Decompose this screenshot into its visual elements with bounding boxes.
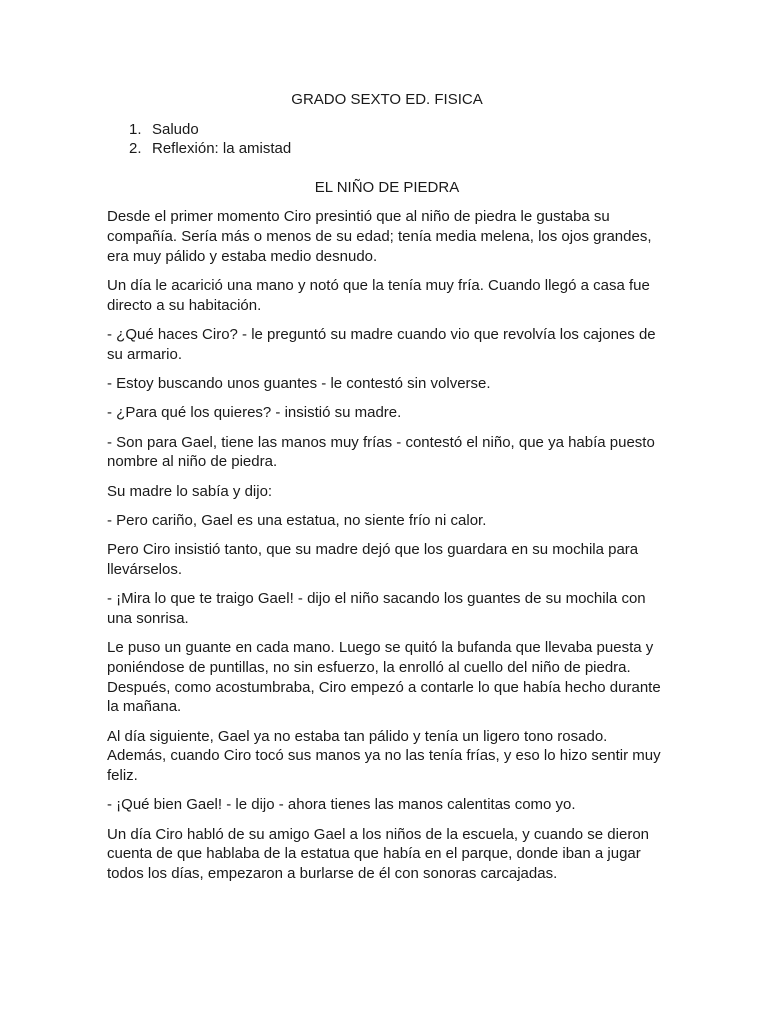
paragraph: Un día Ciro habló de su amigo Gael a los niños de la escuela, y cuando se dieron cuenta de que hablaba de la estatua que había en el parque, donde iban a jugar todos los días, empezaron a burlarse de él con sonoras carcajadas. <box>107 825 649 882</box>
paragraph: Un día le acarició una mano y notó que la tenía muy fría. Cuando llegó a casa fue directo a su habitación. <box>107 276 650 314</box>
story-title: EL NIÑO DE PIEDRA <box>314 178 460 196</box>
paragraph: - ¡Mira lo que te traigo Gael! - dijo el niño sacando los guantes de su mochila con una sonrisa. <box>107 590 646 628</box>
paragraph: Desde el primer momento Ciro presintió que al niño de piedra le gustaba su compañía. Sería más o menos de su edad; tenía media melena, los ojos grandes, era muy pálido y estaba medio desnudo. <box>107 208 652 265</box>
list-item <box>129 139 667 159</box>
paragraph: Al día siguiente, Gael ya no estaba tan pálido y tenía un ligero tono rosado. Además, cuando Ciro tocó sus manos ya no las tenía frías, y eso lo hizo sentir muy feliz. <box>107 727 661 784</box>
agenda-list <box>107 120 667 159</box>
paragraph: - Son para Gael, tiene las manos muy frías - contestó el niño, que ya había puesto nombre al niño de piedra. <box>107 433 655 471</box>
paragraph: - ¿Para qué los quieres? - insistió su madre. <box>107 404 402 422</box>
list-item <box>129 120 667 140</box>
paragraph: - ¿Qué haces Ciro? - le preguntó su madre cuando vio que revolvía los cajones de su armario. <box>107 325 656 363</box>
list-number: 1. <box>129 120 142 138</box>
story-body <box>107 207 667 883</box>
paragraph: - Pero cariño, Gael es una estatua, no siente frío ni calor. <box>107 512 487 530</box>
paragraph: Le puso un guante en cada mano. Luego se quitó la bufanda que llevaba puesta y poniéndose de puntillas, no sin esfuerzo, la enrolló al cuello del niño de piedra. Después, como acostumbraba, Ciro empezó a contarle lo que había hecho durante la mañana. <box>107 639 661 716</box>
document-title: GRADO SEXTO ED. FISICA <box>291 91 483 108</box>
paragraph: - Estoy buscando unos guantes - le contestó sin volverse. <box>107 374 491 392</box>
document-page <box>107 90 667 893</box>
list-text: Saludo <box>152 120 199 138</box>
paragraph: Pero Ciro insistió tanto, que su madre dejó que los guardara en su mochila para llevárselos. <box>107 541 639 579</box>
list-text: Reflexión: la amistad <box>152 140 292 158</box>
paragraph: - ¡Qué bien Gael! - le dijo - ahora tienes las manos calentitas como yo. <box>107 796 576 814</box>
list-number: 2. <box>129 140 142 158</box>
paragraph: Su madre lo sabía y dijo: <box>107 482 273 500</box>
